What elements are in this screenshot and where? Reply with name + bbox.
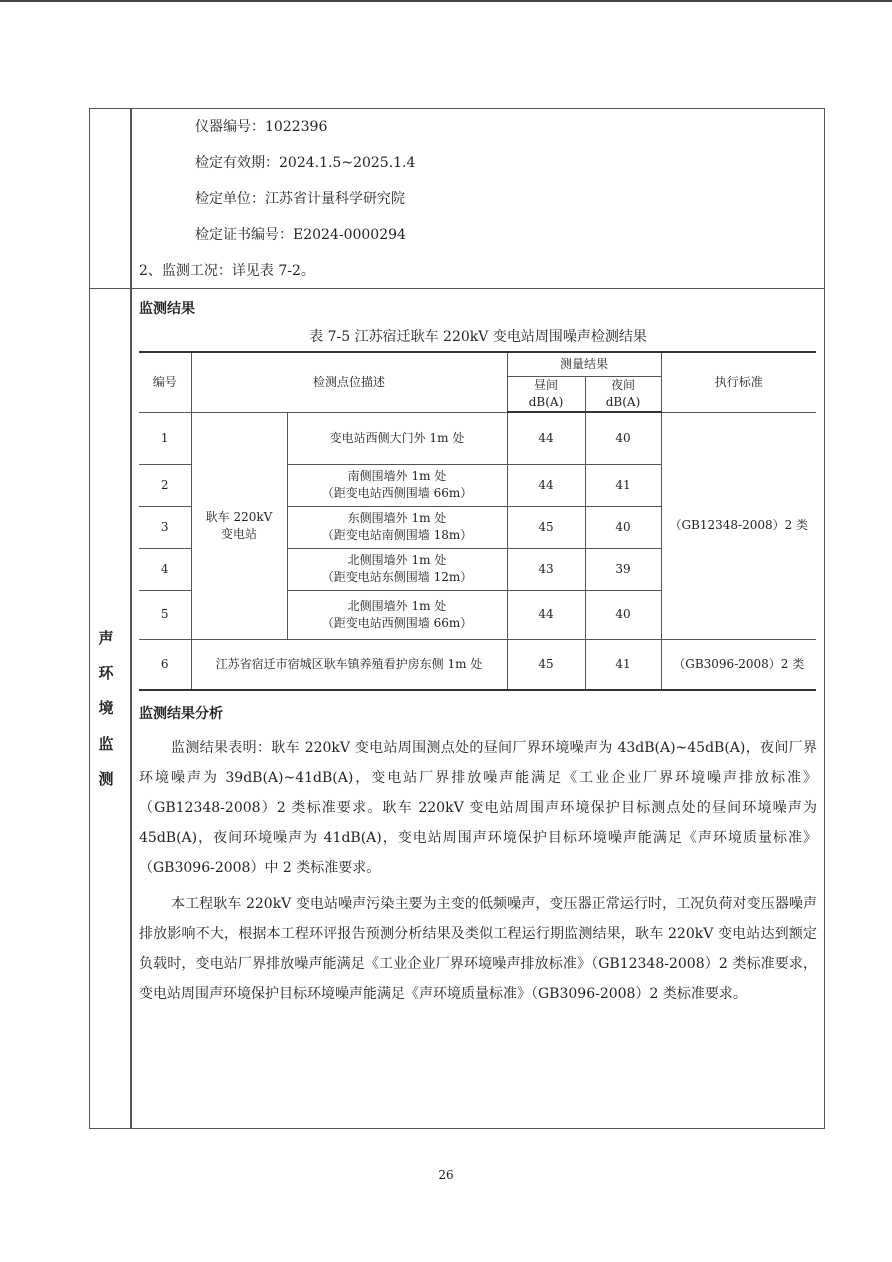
table-title: 表 7-5 江苏宿迁耿车 220kV 变电站周围噪声检测结果 bbox=[309, 329, 647, 345]
column-divider bbox=[130, 108, 132, 1129]
col-header-night: 夜间 dB(A) bbox=[585, 376, 661, 412]
analysis-heading: 监测结果分析 bbox=[139, 706, 223, 722]
col-header-desc: 检测点位描述 bbox=[191, 352, 507, 412]
cell-day: 45 bbox=[507, 639, 585, 690]
analysis-paragraph: 监测结果表明：耿车 220kV 变电站周围测点处的昼间厂界环境噪声为 43dB(A)~45dB(A)，夜间厂界环境噪声为 39dB(A)~41dB(A)，变电站厂界排放噪声能满足《工业企业厂界环境噪声排放标准》（GB12348-2008）2 类标准要求。耿车 220kV 变电站周围声环境保护目标测点处的昼间环境噪声为 45dB(A)，夜间环境噪声为 41dB(A)，变电站周围声环境保护目标环境噪声能满足《声环境质量标准》（GB3096-2008）中 2 类标准要求。 bbox=[139, 740, 817, 876]
page-number: 26 bbox=[438, 1168, 454, 1182]
analysis-paragraph: 本工程耿车 220kV 变电站噪声污染主要为主变的低频噪声，变压器正常运行时，工况负荷对变压器噪声排放影响不大，根据本工程环评报告预测分析结果及类似工程运行期监测结果，耿车 220kV 变电站达到额定负载时，变电站厂界排放噪声能满足《工业企业厂界环境噪声排放标准》（GB12348-2008）2 类标准要求，变电站周围声环境保护目标环境噪声能满足《声环境质量标准》（GB3096-2008）2 类标准要求。 bbox=[139, 896, 817, 1002]
top-rule bbox=[0, 0, 892, 2]
col-header-no: 编号 bbox=[139, 352, 191, 412]
side-label-char: 环 bbox=[98, 664, 114, 682]
cell-standard: （GB3096-2008）2 类 bbox=[661, 639, 816, 690]
noise-results-table bbox=[139, 351, 816, 691]
col-header-standard: 执行标准 bbox=[661, 352, 816, 412]
cell-desc: 北侧围墙外 1m 处 （距变电站西侧围墙 66m） bbox=[287, 590, 507, 639]
calibration-unit: 检定单位：江苏省计量科学研究院 bbox=[195, 191, 405, 207]
cell-no: 2 bbox=[139, 464, 191, 506]
cell-night: 41 bbox=[585, 639, 661, 690]
certificate-number: 检定证书编号：E2024-0000294 bbox=[195, 227, 406, 243]
monitoring-condition: 2、监测工况：详见表 7-2。 bbox=[139, 263, 315, 279]
cell-day: 45 bbox=[507, 506, 585, 548]
cell-no: 3 bbox=[139, 506, 191, 548]
cell-night: 41 bbox=[585, 464, 661, 506]
cell-day: 44 bbox=[507, 464, 585, 506]
side-label-char: 监 bbox=[98, 735, 114, 753]
section-divider bbox=[89, 288, 825, 289]
table-row bbox=[139, 639, 816, 690]
cell-night: 40 bbox=[585, 590, 661, 639]
validity-period: 检定有效期：2024.1.5~2025.1.4 bbox=[195, 155, 416, 171]
cell-standard: （GB12348-2008）2 类 bbox=[661, 412, 816, 639]
cell-night: 40 bbox=[585, 506, 661, 548]
cell-group-label: 耿车 220kV 变电站 bbox=[191, 412, 287, 639]
cell-day: 44 bbox=[507, 590, 585, 639]
cell-night: 39 bbox=[585, 548, 661, 590]
cell-no: 4 bbox=[139, 548, 191, 590]
results-heading: 监测结果 bbox=[139, 301, 195, 317]
table-row bbox=[139, 412, 816, 464]
analysis-body bbox=[139, 733, 817, 1009]
col-header-measure: 测量结果 bbox=[507, 352, 661, 376]
cell-desc: 北侧围墙外 1m 处 （距变电站东侧围墙 12m） bbox=[287, 548, 507, 590]
side-label-char: 声 bbox=[98, 629, 114, 647]
col-header-day: 昼间 dB(A) bbox=[507, 376, 585, 412]
cell-no: 6 bbox=[139, 639, 191, 690]
cell-day: 43 bbox=[507, 548, 585, 590]
side-label-char: 境 bbox=[98, 699, 114, 717]
cell-desc: 南侧围墙外 1m 处 （距变电站西侧围墙 66m） bbox=[287, 464, 507, 506]
cell-desc: 江苏省宿迁市宿城区耿车镇养殖看护房东侧 1m 处 bbox=[191, 639, 507, 690]
cell-desc: 东侧围墙外 1m 处 （距变电站南侧围墙 18m） bbox=[287, 506, 507, 548]
cell-desc: 变电站西侧大门外 1m 处 bbox=[287, 412, 507, 464]
cell-no: 1 bbox=[139, 412, 191, 464]
instrument-number: 仪器编号：1022396 bbox=[195, 119, 328, 135]
cell-night: 40 bbox=[585, 412, 661, 464]
cell-no: 5 bbox=[139, 590, 191, 639]
side-label-char: 测 bbox=[98, 770, 114, 788]
cell-day: 44 bbox=[507, 412, 585, 464]
